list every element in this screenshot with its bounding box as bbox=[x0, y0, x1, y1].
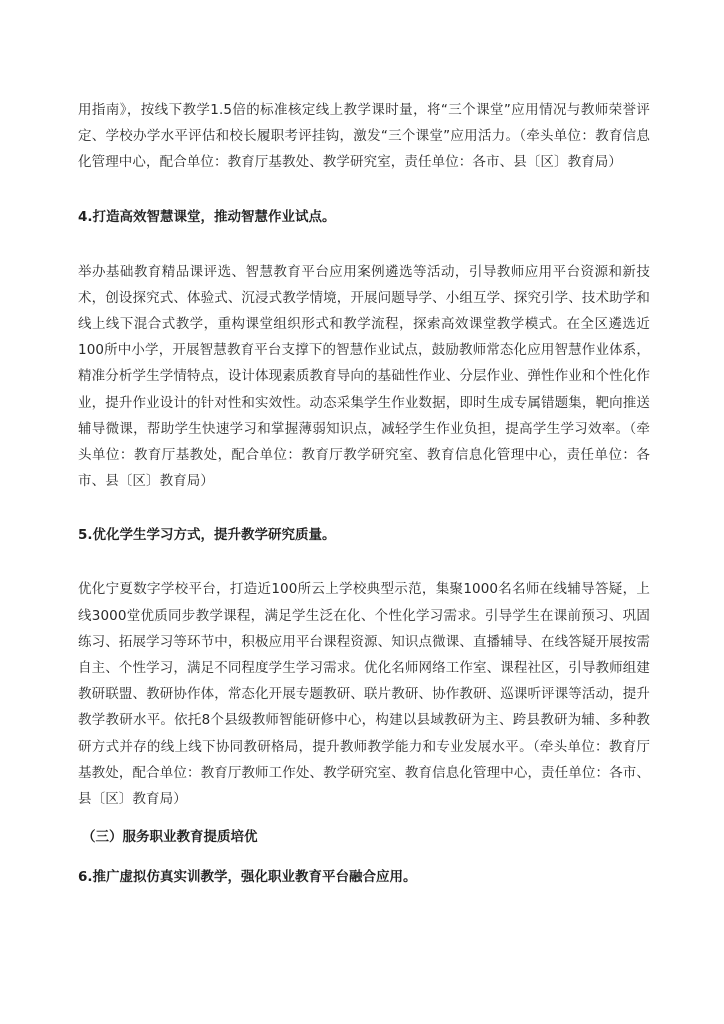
heading-6: 6.推广虚拟仿真实训教学，强化职业教育平台融合应用。 bbox=[78, 869, 417, 886]
paragraph-4: 举办基础教育精品课评选、智慧教育平台应用案例遴选等活动，引导教师应用平台资源和新技术，创设探究式、体验式、沉浸式教学情境，开展问题导学、小组互学、探究引学、技术助学和线上线下混合式教学，重构课堂组织形式和教学流程，探索高效课堂教学模式。在全区遴选近100所中小学，开展智慧教育平台支撑下的智慧作业试点，鼓励教师常态化应用智慧作业体系，精准分析学生学情特点，设计体现素质教育导向的基础性作业、分层作业、弹性作业和个性化作业，提升作业设计的针对性和实效性。动态采集学生作业数据，即时生成专属错题集，靶向推送辅导微课，帮助学生快速学习和掌握薄弱知识点，减轻学生作业负担，提高学生学习效率。（牵头单位：教育厅基教处，配合单位：教育厅教学研究室、教育信息化管理中心，责任单位：各市、县〔区〕教育局） bbox=[78, 263, 650, 490]
section-heading-3: （三）服务职业教育提质培优 bbox=[82, 829, 258, 846]
heading-5: 5.优化学生学习方式，提升教学研究质量。 bbox=[78, 527, 336, 544]
document-page bbox=[78, 97, 650, 890]
paragraph-continued: 用指南》，按线下教学1.5倍的标准核定线上教学课时量，将“三个课堂”应用情况与教师荣誉评定、学校办学水平评估和校长履职考评挂钩，激发“三个课堂”应用活力。（牵头单位：教育信息化管理中心，配合单位：教育厅基教处、教学研究室，责任单位：各市、县〔区〕教育局） bbox=[78, 102, 650, 171]
paragraph-5: 优化宁夏数字学校平台，打造近100所云上学校典型示范，集聚1000名名师在线辅导答疑，上线3000堂优质同步教学课程，满足学生泛在化、个性化学习需求。引导学生在课前预习、巩固练习、拓展学习等环节中，积极应用平台课程资源、知识点微课、直播辅导、在线答疑开展按需自主、个性学习，满足不同程度学生学习需求。优化名师网络工作室、课程社区，引导教师组建教研联盟、教研协作体，常态化开展专题教研、联片教研、协作教研、巡课听评课等活动，提升教学教研水平。依托8个县级教师智能研修中心，构建以县域教研为主、跨县教研为辅、多种教研方式并存的线上线下协同教研格局，提升教师教学能力和专业发展水平。（牵头单位：教育厅基教处，配合单位：教育厅教师工作处、教学研究室、教育信息化管理中心，责任单位：各市、县〔区〕教育局） bbox=[78, 581, 650, 808]
heading-4: 4.打造高效智慧课堂，推动智慧作业试点。 bbox=[78, 208, 336, 225]
